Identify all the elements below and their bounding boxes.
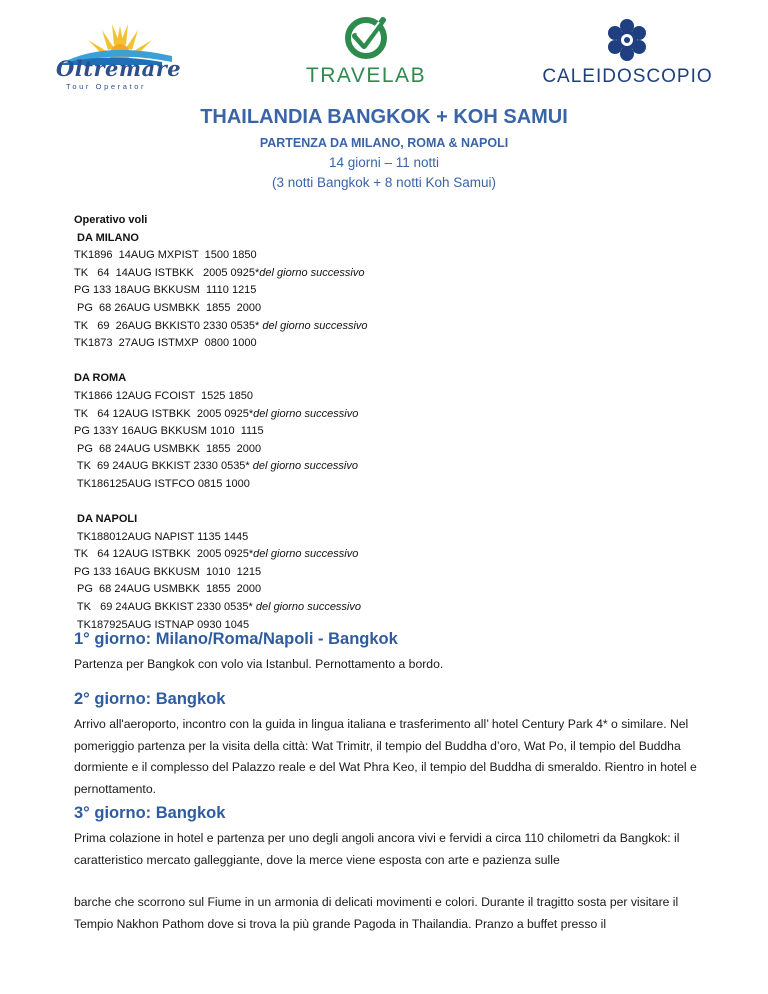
flight-line: PG 133 18AUG BKKUSM 1110 1215 xyxy=(74,284,257,297)
check-badge-icon xyxy=(343,14,389,60)
logo-bar xyxy=(0,0,768,100)
flight-line: TK186125AUG ISTFCO 0815 1000 xyxy=(74,477,250,490)
nights-breakdown: (3 notti Bangkok + 8 notti Koh Samui) xyxy=(271,175,496,190)
itinerary-day-1 xyxy=(74,628,714,676)
caleidoscopio-wordmark: CALEIDOSCOPIO xyxy=(542,66,713,87)
flight-schedule xyxy=(74,212,368,634)
day-description: Prima colazione in hotel e partenza per uno degli angoli ancora vivi e fervidi a circa 110 chilometri da Bangkok: il caratteristico mercato galleggiante, dove la merce viene esposta con arte e pazienza sulle xyxy=(74,831,680,867)
group-title-roma: DA ROMA xyxy=(74,372,127,385)
flight-line: PG 68 26AUG USMBKK 1855 2000 xyxy=(74,301,262,314)
flight-schedule-label: Operativo voli xyxy=(74,214,148,226)
flight-line: TK 64 14AUG ISTBKK 2005 0925*del giorno successivo xyxy=(74,266,365,279)
oltremare-subtitle: Tour Operator xyxy=(66,82,147,91)
flight-line: PG 68 24AUG USMBKK 1855 2000 xyxy=(74,583,262,596)
oltremare-logo xyxy=(50,20,180,90)
departure-cities: PARTENZA DA MILANO, ROMA & NAPOLI xyxy=(259,136,509,150)
flight-line: TK 64 12AUG ISTBKK 2005 0925*del giorno successivo xyxy=(74,548,359,561)
trip-duration: 14 giorni – 11 notti xyxy=(328,155,440,170)
flight-line: TK188012AUG NAPIST 1135 1445 xyxy=(74,530,249,543)
flight-line: TK1873 27AUG ISTMXP 0800 1000 xyxy=(74,337,257,350)
flower-icon xyxy=(605,18,649,62)
flight-line: TK1866 12AUG FCOIST 1525 1850 xyxy=(74,389,253,402)
flight-line: TK1896 14AUG MXPIST 1500 1850 xyxy=(74,249,257,262)
flight-line: TK 69 24AUG BKKIST 2330 0535* del giorno successivo xyxy=(74,460,358,473)
day-title: 1° giorno: Milano/Roma/Napoli - Bangkok xyxy=(74,630,398,648)
day-title: 3° giorno: Bangkok xyxy=(74,804,226,822)
flight-line: TK 69 26AUG BKKIST0 2330 0535* del giorno successivo xyxy=(74,319,368,332)
group-title-milano: DA MILANO xyxy=(74,231,139,244)
flight-line: PG 133Y 16AUG BKKUSM 1010 1115 xyxy=(74,425,264,438)
flight-line: TK 69 24AUG BKKIST 2330 0535* del giorno successivo xyxy=(74,601,361,614)
flight-line: TK187925AUG ISTNAP 0930 1045 xyxy=(74,618,250,631)
travelab-wordmark: TRAVELAB xyxy=(305,64,427,87)
day-description: barche che scorrono sul Fiume in un armonia di delicati movimenti e colori. Durante il tragitto sosta per visitare il Tempio Nakhon Pathom dove si trova la più grande Pagoda in Thailandia. Pranzo a buffet presso il xyxy=(74,895,679,931)
itinerary-day-2 xyxy=(74,688,714,800)
itinerary-day-3 xyxy=(74,802,714,935)
day-description: Partenza per Bangkok con volo via Istanbul. Pernottamento a bordo. xyxy=(74,657,444,671)
flight-line: PG 68 24AUG USMBKK 1855 2000 xyxy=(74,442,262,455)
flight-line: TK 64 12AUG ISTBKK 2005 0925*del giorno successivo xyxy=(74,407,359,420)
oltremare-wordmark: Oltremare xyxy=(56,56,182,81)
group-title-napoli: DA NAPOLI xyxy=(74,513,138,526)
travelab-logo xyxy=(296,12,436,92)
caleidoscopio-logo xyxy=(535,18,720,90)
flight-line: PG 133 16AUG BKKUSM 1010 1215 xyxy=(74,565,262,578)
page-title: THAILANDIA BANGKOK + KOH SAMUI xyxy=(200,106,568,128)
day-title: 2° giorno: Bangkok xyxy=(74,690,226,708)
day-description: Arrivo all'aeroporto, incontro con la guida in lingua italiana e trasferimento all’ hotel Century Park 4* o similare. Nel pomeriggio partenza per la visita della città: Wat Trimitr, il tempio del Buddha d’oro, Wat Po, il tempio del Buddha dormiente e il complesso del Palazzo reale e del Wat Phra Keo, il tempio del Buddha di smeraldo. Rientro in hotel e pernottamento. xyxy=(74,717,697,796)
